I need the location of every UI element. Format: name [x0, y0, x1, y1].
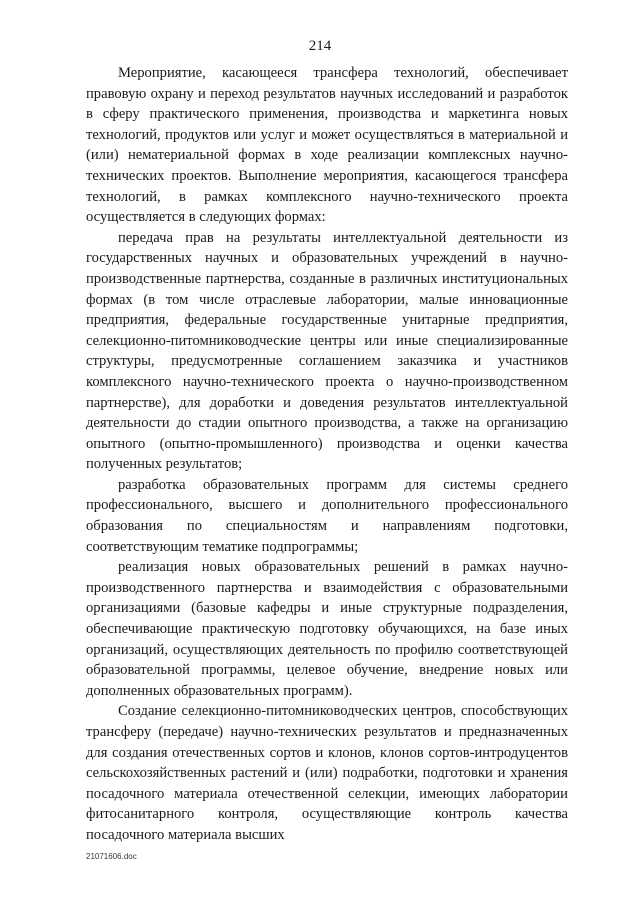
paragraph-rights-transfer: передача прав на результаты интеллектуальной деятельности из государственных научных и образовательных учреждений в научно-производственные партнерства, созданные в различных институциональных формах (в том числе отраслевые лаборатории, малые инновационные предприятия, федеральные государственные унитарные предприятия, селекционно-питомниководческие центры или иные специализированные структуры, предусмотренные соглашением заказчика и участников комплексного научно-технического проекта о научно-производственном партнерстве), для доработки и доведения результатов интеллектуальной деятельности до стадии опытного производства, а также на организацию опытного (опытно-промышленного) производства и оценки качества полученных результатов;: [86, 229, 568, 473]
paragraph-breeding-centers: Создание селекционно-питомниководческих центров, способствующих трансферу (передаче) научно-технических результатов и предназначенных для создания отечественных сортов и клонов, клонов сортов-интродуцентов сельскохозяйственных растений и (или) подработки, подготовки и хранения посадочного материала отечественной селекции, имеющих лаборатории фитосанитарного контроля, осуществляющие контроль качества посадочного материала высших: [86, 703, 568, 843]
paragraph-technology-transfer: Мероприятие, касающееся трансфера технологий, обеспечивает правовую охрану и переход результатов научных исследований и разработок в сферу практического применения, производства и маркетинга новых технологий, продуктов или услуг и может осуществляться в материальной и (или) нематериальной формах в ходе реализации комплексных научно-технических проектов. Выполнение мероприятия, касающегося трансфера технологий, в рамках комплексного научно-технического проекта осуществляется в следующих формах:: [86, 65, 568, 226]
document-body: [86, 63, 568, 846]
document-filename: 21071606.doc: [86, 852, 137, 861]
paragraph-education-solutions: реализация новых образовательных решений в рамках научно-производственного партнерства и взаимодействия с образовательными организациями (базовые кафедры и иные структурные подразделения, обеспечивающие практическую подготовку обучающихся, на базе иных организаций, осуществляющих деятельность по профилю соответствующей образовательной программы, целевое обучение, внедрение новых или дополненных образовательных программ).: [86, 559, 568, 699]
paragraph-education-programs: разработка образовательных программ для системы среднего профессионального, высшего и дополнительного профессионального образования по специальностям и направлениям подготовки, соответствующим тематике подпрограммы;: [86, 476, 568, 555]
page-number: 214: [308, 38, 332, 54]
